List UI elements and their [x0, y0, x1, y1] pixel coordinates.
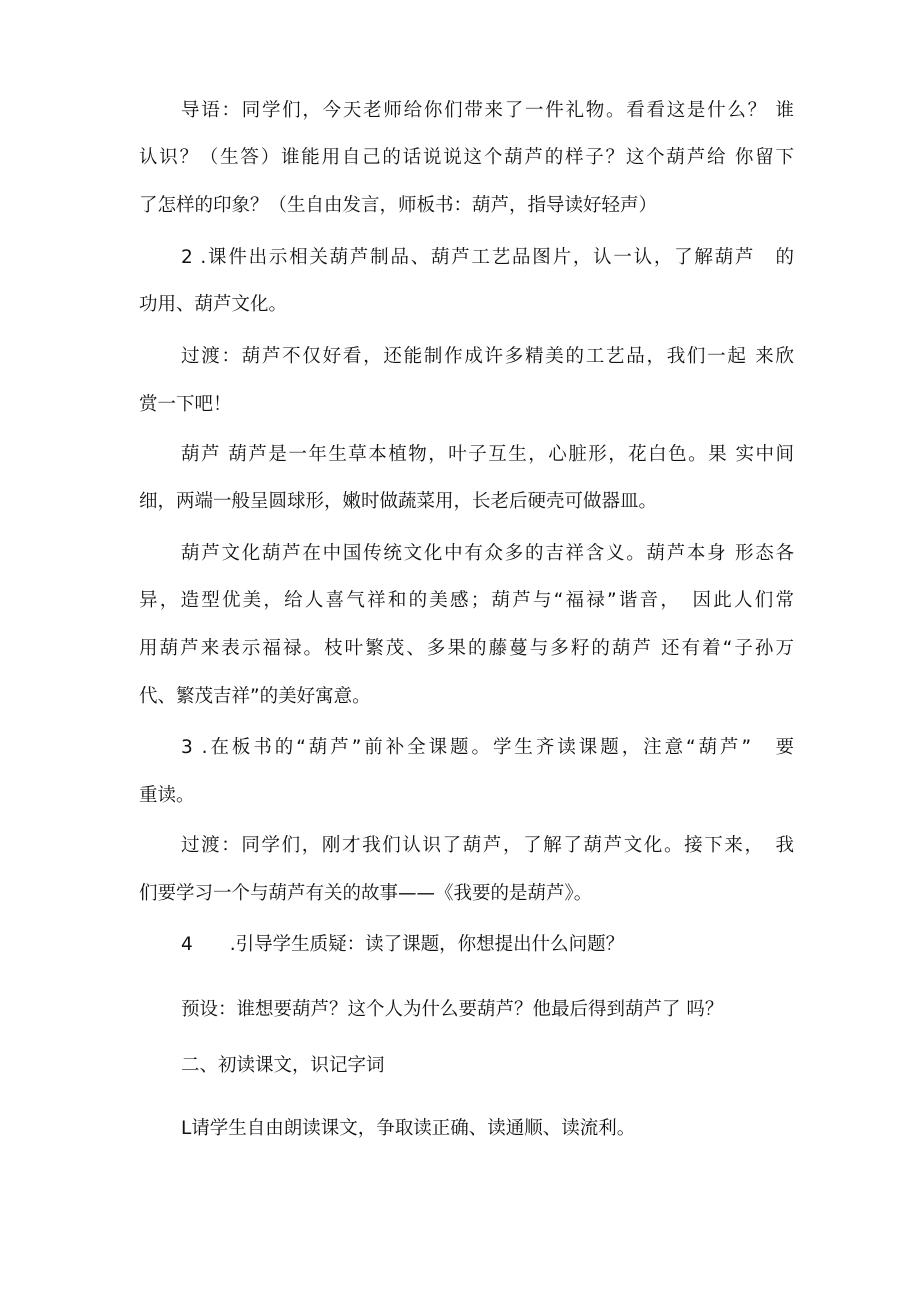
text-line: 赏一下吧！ [139, 394, 232, 415]
text-line: 细，两端一般呈圆球形，嫩时做蔬菜用，长老后硬壳可做器皿。 [139, 491, 658, 512]
section-heading: 二、初读课文，识记字词 [181, 1055, 385, 1076]
text-line: 了怎样的印象？（生自由发言，师板书：葫芦，指导读好轻声） [139, 195, 658, 216]
text-line: 用葫芦来表示福禄。枝叶繁茂、多果的藤蔓与多籽的葫芦 还有着“子孙万 [139, 638, 794, 659]
text-line: 4 .引导学生质疑：读了课题，你想提出什么问题？ [181, 934, 625, 955]
text-line: 导语：同学们，今天老师给你们带来了一件礼物。看看这是什么？ 谁 [181, 100, 794, 121]
text-line: L请学生自由朗读课文，争取读正确、读通顺、读流利。 [181, 1118, 636, 1139]
text-line: 异，造型优美，给人喜气祥和的美感；葫芦与“福禄”谐音， 因此人们常 [139, 590, 794, 611]
text-line: 过渡：同学们，刚才我们认识了葫芦，了解了葫芦文化。接下来， 我 [181, 835, 794, 856]
text-line: 重读。 [139, 785, 195, 806]
text-line: 3 .在板书的“葫芦”前补全课题。学生齐读课题，注意“葫芦” 要 [181, 737, 794, 758]
text-line: 功用、葫芦文化。 [139, 294, 288, 315]
text-line: 预设：谁想要葫芦？这个人为什么要葫芦？他最后得到葫芦了 吗？ [181, 999, 724, 1020]
text-line: 葫芦文化葫芦在中国传统文化中有众多的吉祥含义。葫芦本身 形态各 [181, 543, 794, 564]
text-line: 们要学习一个与葫芦有关的故事——《我要的是葫芦》。 [139, 883, 593, 904]
text-line: 代、繁茂吉祥”的美好寓意。 [139, 686, 371, 707]
text-line: 认识？（生答）谁能用自己的话说说这个葫芦的样子？这个葫芦给 你留下 [139, 147, 794, 168]
text-line: 葫芦 葫芦是一年生草本植物，叶子互生，心脏形，花白色。果 实中间 [181, 444, 794, 465]
text-line: 过渡：葫芦不仅好看，还能制作成许多精美的工艺品，我们一起 来欣 [181, 346, 794, 367]
text-line: 2 .课件出示相关葫芦制品、葫芦工艺品图片，认一认，了解葫芦 的 [181, 247, 794, 268]
